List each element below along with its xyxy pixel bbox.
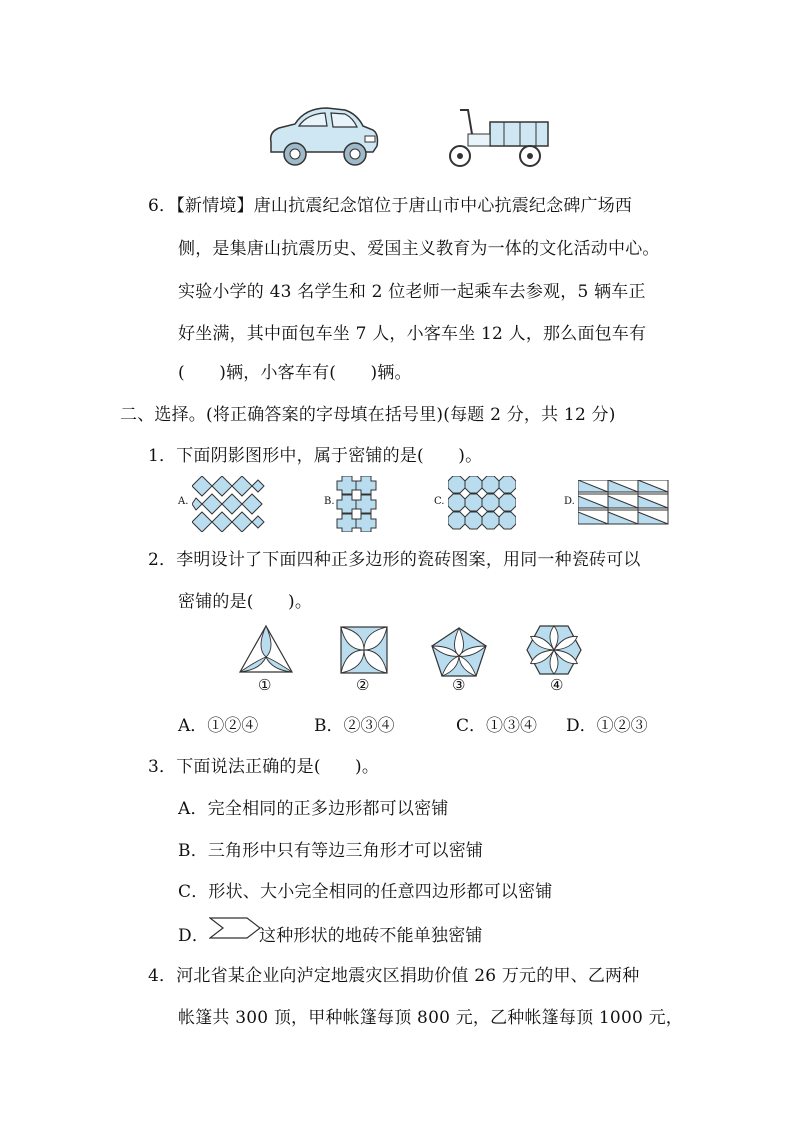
q1-option-a-label: A. <box>178 496 189 507</box>
q6-line-4: 好坐满，其中面包车坐 7 人，小客车坐 12 人，那么面包车有 <box>178 324 647 344</box>
q1-figure-b <box>336 476 378 532</box>
q2-figure-3 <box>430 626 488 678</box>
q1-option-d-label: D. <box>564 496 575 507</box>
q2-figure-4 <box>526 624 582 676</box>
q6-line-5: ( )辆，小客车有( )辆。 <box>178 363 412 383</box>
q2-figure-label-3: ③ <box>452 676 466 694</box>
q6-line-2: 侧，是集唐山抗震历史、爱国主义教育为一体的文化活动中心。 <box>178 239 660 259</box>
q2-figure-label-2: ② <box>356 676 370 694</box>
q4-line-2: 帐篷共 300 顶，甲种帐篷每顶 800 元，乙种帐篷每顶 1000 元， <box>178 1008 683 1028</box>
q2-choice-b: B．②③④ <box>314 716 395 736</box>
q1-figure-a <box>192 476 268 532</box>
car-illustration <box>265 102 381 170</box>
q2-figure-label-4: ④ <box>550 676 564 694</box>
q2-choice-d: D．①②③ <box>566 716 648 736</box>
q4-line-1: 4．河北省某企业向泸定地震灾区捐助价值 26 万元的甲、乙两种 <box>148 966 640 986</box>
q2-figure-2 <box>340 626 388 674</box>
q3-chevron-shape <box>209 917 261 939</box>
q6-line-1: 6．【新情境】唐山抗震纪念馆位于唐山市中心抗震纪念碑广场西 <box>148 196 633 216</box>
q3-option-d-prefix: D． <box>178 926 210 946</box>
tricycle-illustration <box>446 104 554 170</box>
q3-stem: 3．下面说法正确的是( )。 <box>148 757 380 777</box>
q3-option-c: C．形状、大小完全相同的任意四边形都可以密铺 <box>178 882 553 902</box>
q1-option-b-label: B. <box>324 496 335 507</box>
q2-figure-1 <box>238 624 294 674</box>
q1-figure-c <box>448 476 516 530</box>
q3-option-d <box>178 921 209 946</box>
q1-option-c-label: C. <box>434 496 445 507</box>
q1-figure-d <box>578 480 670 528</box>
q3-option-d-text: 这种形状的地砖不能单独密铺 <box>259 926 483 946</box>
q2-choice-a: A．①②④ <box>178 716 259 736</box>
section-title: 二、选择。(将正确答案的字母填在括号里)(每题 2 分，共 12 分) <box>120 405 616 425</box>
q2-line-1: 2．李明设计了下面四种正多边形的瓷砖图案，用同一种瓷砖可以 <box>148 550 641 570</box>
q2-line-2: 密铺的是( )。 <box>178 592 313 612</box>
q3-option-a: A．完全相同的正多边形都可以密铺 <box>178 799 449 819</box>
q2-figure-label-1: ① <box>258 676 272 694</box>
q1-stem: 1．下面阴影图形中，属于密铺的是( )。 <box>148 446 483 466</box>
q6-line-3: 实验小学的 43 名学生和 2 位老师一起乘车去参观，5 辆车正 <box>178 282 646 302</box>
q3-option-b: B．三角形中只有等边三角形才可以密铺 <box>178 841 484 861</box>
q2-choice-c: C．①③④ <box>456 716 538 736</box>
